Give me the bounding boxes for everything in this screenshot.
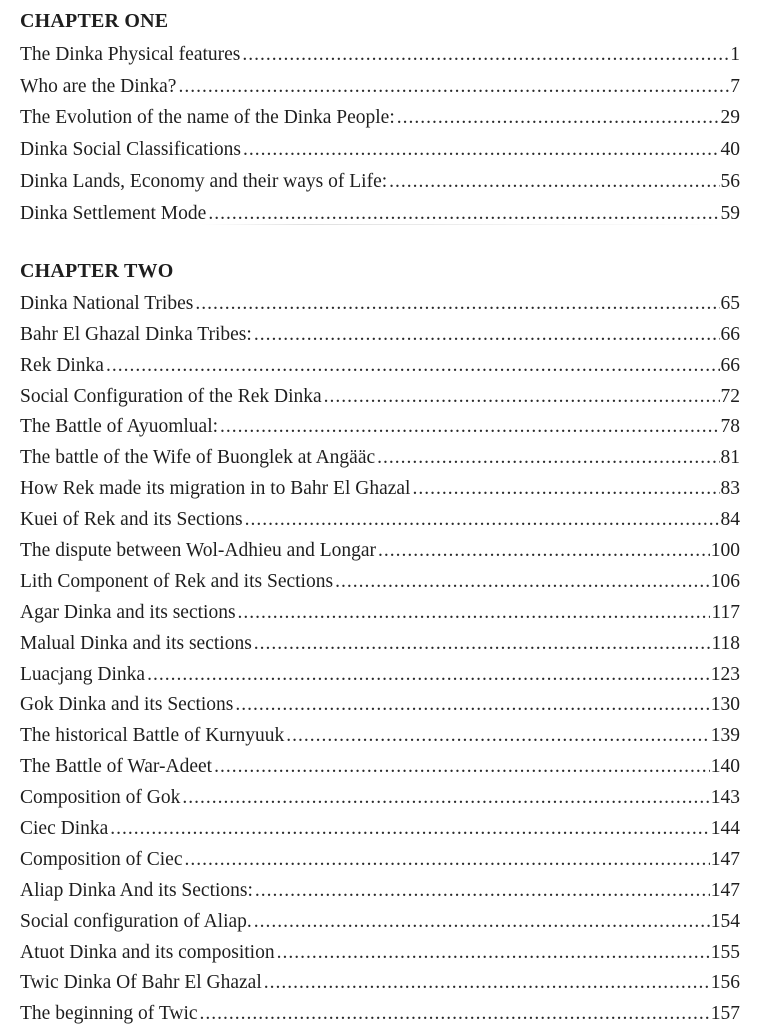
toc-entry-title: The Battle of Ayuomlual:	[20, 416, 219, 438]
toc-entry-title: The beginning of Twic	[20, 1003, 198, 1025]
chapter-one-toc-list	[20, 34, 740, 225]
dot-leader	[254, 632, 711, 655]
toc-entry-title: Dinka Social Classifications	[20, 139, 241, 161]
toc-entry-title: The battle of the Wife of Buonglek at Angääc	[20, 447, 376, 469]
toc-entry[interactable]	[20, 840, 740, 871]
toc-entry-page-number: 156	[710, 972, 740, 994]
toc-entry-page-number: 84	[720, 509, 740, 531]
toc-entry[interactable]	[20, 34, 740, 66]
toc-entry[interactable]	[20, 98, 740, 130]
dot-leader	[214, 755, 710, 778]
chapter-two-toc-list	[20, 284, 740, 1025]
toc-entry[interactable]	[20, 562, 740, 593]
toc-entry-title: The Battle of War-Adeet	[20, 756, 213, 778]
dot-leader	[324, 385, 720, 408]
toc-entry-page-number: 130	[710, 694, 740, 716]
chapter-one-section	[20, 8, 740, 225]
toc-entry-page-number: 40	[720, 139, 740, 161]
dot-leader	[245, 508, 720, 531]
dot-leader	[220, 415, 719, 438]
toc-entry-page-number: 66	[720, 323, 740, 345]
toc-entry[interactable]	[20, 624, 740, 655]
toc-entry[interactable]	[20, 408, 740, 439]
toc-entry-page-number: 143	[710, 787, 740, 809]
toc-entry-title: Aliap Dinka And its Sections:	[20, 879, 253, 901]
toc-entry[interactable]	[20, 902, 740, 933]
toc-entry[interactable]	[20, 377, 740, 408]
toc-entry-page-number: 157	[710, 1003, 740, 1025]
toc-entry-title: Rek Dinka	[20, 354, 104, 376]
dot-leader	[147, 663, 710, 686]
toc-entry-title: Malual Dinka and its sections	[20, 632, 252, 654]
toc-entry-title: The historical Battle of Kurnyuuk	[20, 725, 285, 747]
dot-leader	[377, 446, 719, 469]
toc-entry-title: The dispute between Wol-Adhieu and Longar	[20, 540, 377, 562]
dot-leader	[238, 601, 711, 624]
toc-entry[interactable]	[20, 871, 740, 902]
toc-entry[interactable]	[20, 655, 740, 686]
dot-leader	[242, 43, 729, 66]
toc-entry-title: Gok Dinka and its Sections	[20, 694, 234, 716]
toc-entry-title: How Rek made its migration in to Bahr El Ghazal	[20, 478, 411, 500]
dot-leader	[235, 693, 709, 716]
toc-entry[interactable]	[20, 284, 740, 315]
toc-entry-page-number: 106	[710, 570, 740, 592]
toc-entry-page-number: 147	[710, 879, 740, 901]
toc-entry-page-number: 7	[730, 75, 740, 97]
dot-leader	[264, 971, 710, 994]
toc-entry[interactable]	[20, 778, 740, 809]
toc-entry-page-number: 72	[720, 385, 740, 407]
toc-entry[interactable]	[20, 809, 740, 840]
toc-entry-page-number: 1	[730, 43, 740, 65]
toc-entry-title: Dinka National Tribes	[20, 292, 194, 314]
toc-entry-title: Luacjang Dinka	[20, 663, 146, 685]
toc-entry-page-number: 66	[720, 354, 740, 376]
toc-entry[interactable]	[20, 161, 740, 193]
toc-entry[interactable]	[20, 469, 740, 500]
toc-entry[interactable]	[20, 193, 740, 225]
toc-entry-title: Twic Dinka Of Bahr El Ghazal	[20, 972, 262, 994]
dot-leader	[195, 292, 719, 315]
toc-entry[interactable]	[20, 346, 740, 377]
toc-entry-page-number: 100	[710, 540, 740, 562]
chapter-two-heading: CHAPTER TWO	[20, 260, 174, 282]
toc-entry-title: Atuot Dinka and its composition	[20, 941, 275, 963]
toc-entry-page-number: 123	[710, 663, 740, 685]
toc-entry[interactable]	[20, 964, 740, 995]
chapter-two-section	[20, 258, 740, 1025]
toc-entry[interactable]	[20, 500, 740, 531]
toc-entry-page-number: 81	[720, 447, 740, 469]
toc-entry-title: The Evolution of the name of the Dinka People:	[20, 107, 395, 129]
toc-entry-page-number: 29	[720, 107, 740, 129]
toc-entry-title: Bahr El Ghazal Dinka Tribes:	[20, 323, 252, 345]
toc-entry-title: Composition of Gok	[20, 787, 181, 809]
dot-leader	[182, 786, 709, 809]
toc-entry-page-number: 118	[711, 632, 740, 654]
toc-entry-title: Composition of Ciec	[20, 848, 183, 870]
dot-leader	[200, 1002, 710, 1025]
toc-entry-title: Kuei of Rek and its Sections	[20, 509, 243, 531]
toc-entry-page-number: 83	[720, 478, 740, 500]
toc-entry[interactable]	[20, 994, 740, 1025]
toc-entry-title: Agar Dinka and its sections	[20, 601, 236, 623]
dot-leader	[378, 539, 710, 562]
toc-entry-title: Dinka Settlement Mode	[20, 202, 207, 224]
toc-entry[interactable]	[20, 933, 740, 964]
toc-entry-page-number: 144	[710, 818, 740, 840]
dot-leader	[255, 879, 710, 902]
toc-entry[interactable]	[20, 66, 740, 98]
toc-entry-title: Lith Component of Rek and its Sections	[20, 570, 334, 592]
dot-leader	[397, 106, 720, 129]
toc-entry-page-number: 154	[710, 910, 740, 932]
toc-entry-page-number: 78	[720, 416, 740, 438]
toc-entry-title: Who are the Dinka?	[20, 75, 177, 97]
dot-leader	[254, 323, 720, 346]
toc-entry-page-number: 147	[710, 848, 740, 870]
dot-leader	[277, 941, 710, 964]
toc-entry[interactable]	[20, 315, 740, 346]
toc-entry[interactable]	[20, 438, 740, 469]
dot-leader	[286, 724, 709, 747]
scan-divider	[200, 224, 740, 225]
dot-leader	[412, 477, 719, 500]
toc-entry[interactable]	[20, 129, 740, 161]
toc-entry-page-number: 59	[720, 202, 740, 224]
toc-entry-page-number: 140	[710, 756, 740, 778]
dot-leader	[254, 910, 710, 933]
toc-entry-page-number: 65	[720, 292, 740, 314]
toc-entry[interactable]	[20, 593, 740, 624]
dot-leader	[389, 170, 719, 193]
toc-entry-title: Social configuration of Aliap.	[20, 910, 252, 932]
chapter-one-heading: CHAPTER ONE	[20, 10, 169, 32]
toc-entry[interactable]	[20, 716, 740, 747]
toc-entry[interactable]	[20, 747, 740, 778]
toc-entry-title: Dinka Lands, Economy and their ways of Life:	[20, 170, 388, 192]
toc-entry-title: The Dinka Physical features	[20, 43, 241, 65]
toc-entry[interactable]	[20, 531, 740, 562]
dot-leader	[208, 202, 719, 225]
dot-leader	[178, 75, 729, 98]
toc-entry-page-number: 56	[720, 170, 740, 192]
toc-entry-title: Social Configuration of the Rek Dinka	[20, 385, 322, 407]
dot-leader	[243, 138, 720, 161]
toc-entry[interactable]	[20, 686, 740, 717]
toc-entry-page-number: 155	[710, 941, 740, 963]
dot-leader	[335, 570, 710, 593]
dot-leader	[106, 354, 720, 377]
toc-entry-page-number: 139	[710, 725, 740, 747]
toc-entry-page-number: 117	[711, 601, 740, 623]
dot-leader	[110, 817, 709, 840]
toc-entry-title: Ciec Dinka	[20, 818, 109, 840]
dot-leader	[185, 848, 710, 871]
